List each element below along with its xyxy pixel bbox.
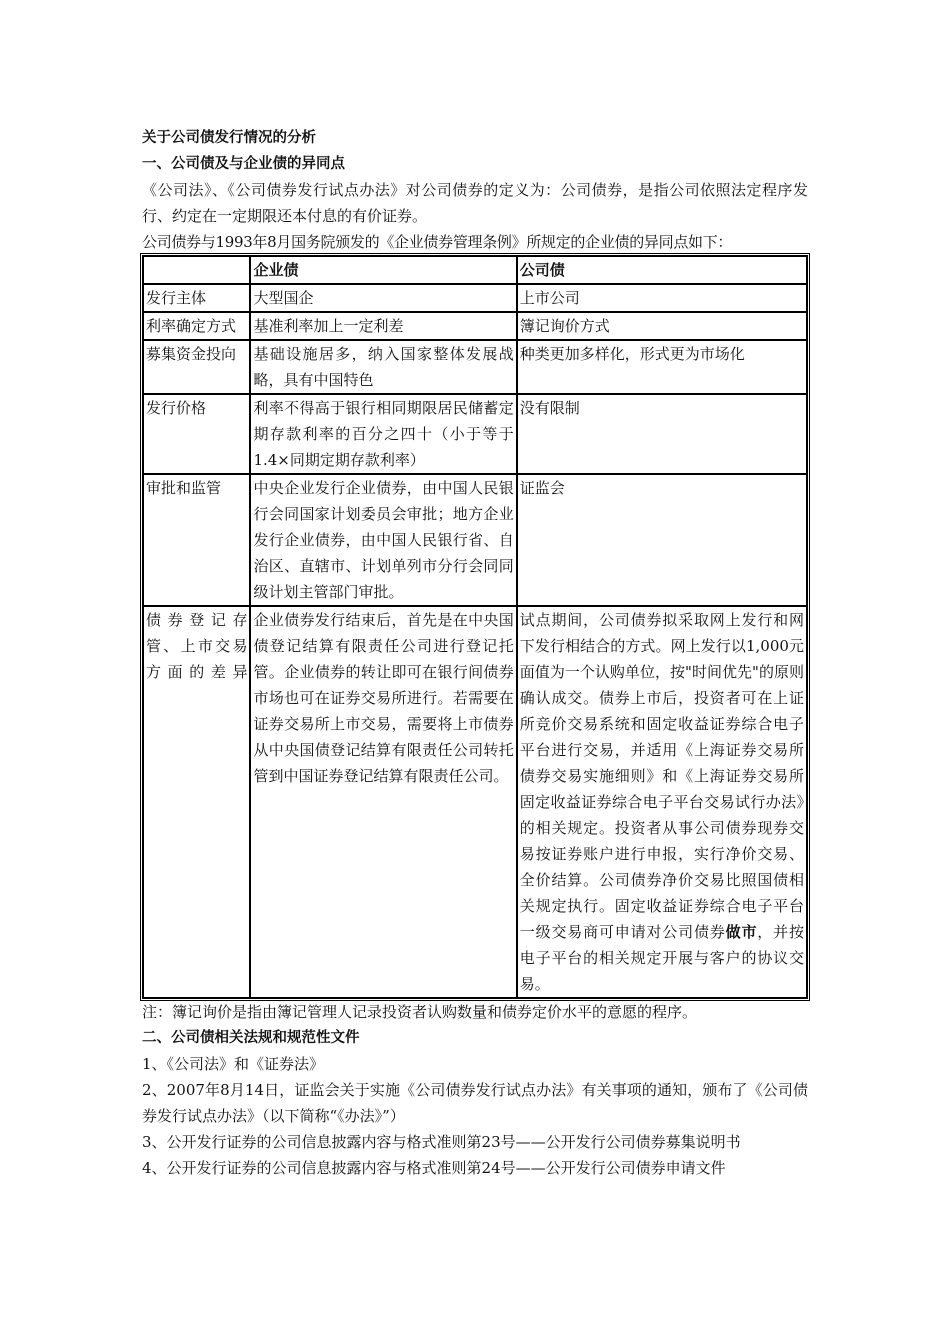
- table-header-row: [143, 256, 807, 284]
- row-label: 审批和监管: [143, 474, 250, 606]
- list-item: 4、公开发行证券的公司信息披露内容与格式准则第24号——公开发行公司债券申请文件: [142, 1159, 726, 1177]
- row-label: 债券登记存管、上市交易方面的差异: [143, 606, 250, 998]
- table-cell: 企业债券发行结束后，首先是在中央国债登记结算有限责任公司进行登记托管。企业债券的转让即可在银行间债券市场也可在证券交易所进行。若需要在证券交易所上市交易，需要将上市债券从中央国债登记结算有限责任公司转托管到中国证券登记结算有限责任公司。: [250, 606, 516, 998]
- document-page: [142, 125, 808, 1181]
- list-item: 3、公开发行证券的公司信息披露内容与格式准则第23号——公开发行公司债券募集说明书: [142, 1133, 741, 1151]
- cell-text-tail: ，并按电子平台的相关规定开展与客户的协议交易。: [519, 923, 804, 993]
- table-cell: 利率不得高于银行相同期限居民储蓄定期存款利率的百分之四十（小于等于1.4×同期定期存款利率）: [250, 394, 516, 474]
- cell-text: 试点期间，公司债券拟采取网上发行和网下发行相结合的方式。网上发行以1,000元面值为一个认购单位，按"时间优先"的原则确认成交。债券上市后，投资者可在上证所竞价交易系统和固定收益证券综合电子平台进行交易，并适用《上海证券交易所债券交易实施细则》和《上海证券交易所固定收益证券综合电子平台交易试行办法》的相关规定。投资者从事公司债券现券交易按证券账户进行申报，实行净价交易、全价结算。公司债券净价交易比照国债相关规定执行。固定收益证券综合电子平台一级交易商可申请对公司债券: [519, 611, 804, 941]
- table-header-cell: 公司债: [517, 256, 807, 284]
- table-row: [143, 606, 807, 998]
- table-row: [143, 340, 807, 394]
- list-item: 2、2007年8月14日，证监会关于实施《公司债券发行试点办法》有关事项的通知，颁布了《公司债券发行试点办法》（以下简称“《办法》”）: [142, 1081, 808, 1125]
- table-row: [143, 312, 807, 340]
- table-cell: 上市公司: [517, 284, 807, 312]
- section1-heading: 一、公司债及与企业债的异同点: [142, 156, 345, 172]
- table-header-cell: 企业债: [250, 256, 516, 284]
- list-item: 1、《公司法》和《证券法》: [142, 1055, 325, 1073]
- table-header-cell: [143, 256, 250, 284]
- table-note: 注：簿记询价是指由簿记管理人记录投资者认购数量和债券定价水平的意愿的程序。: [142, 1003, 698, 1021]
- compare-intro: 公司债券与1993年8月国务院颁发的《企业债券管理条例》所规定的企业债的异同点如下：: [142, 233, 733, 251]
- row-label: 发行主体: [143, 284, 250, 312]
- row-label: 利率确定方式: [143, 312, 250, 340]
- table-row: [143, 474, 807, 606]
- table-cell: 种类更加多样化，形式更为市场化: [517, 340, 807, 394]
- comparison-table: [142, 255, 808, 999]
- row-label: 募集资金投向: [143, 340, 250, 394]
- table-cell: [517, 606, 807, 998]
- section2-heading: 二、公司债相关法规和规范性文件: [142, 1030, 360, 1046]
- table-cell: 簿记询价方式: [517, 312, 807, 340]
- table-cell: 基准利率加上一定利差: [250, 312, 516, 340]
- row-label: 发行价格: [143, 394, 250, 474]
- table-cell: 大型国企: [250, 284, 516, 312]
- table-cell: 证监会: [517, 474, 807, 606]
- document-title: 关于公司债发行情况的分析: [142, 130, 316, 146]
- table-row: [143, 284, 807, 312]
- table-cell: 中央企业发行企业债券，由中国人民银行会同国家计划委员会审批；地方企业发行企业债券，由中国人民银行省、自治区、直辖市、计划单列市分行会同同级计划主管部门审批。: [250, 474, 516, 606]
- intro-paragraph: 《公司法》、《公司债券发行试点办法》对公司债券的定义为：公司债券，是指公司依照法定程序发行、约定在一定期限还本付息的有价证券。: [142, 181, 808, 225]
- table-cell: 没有限制: [517, 394, 807, 474]
- bold-term: 做市: [725, 923, 758, 941]
- table-row: [143, 394, 807, 474]
- table-cell: 基础设施居多，纳入国家整体发展战略，具有中国特色: [250, 340, 516, 394]
